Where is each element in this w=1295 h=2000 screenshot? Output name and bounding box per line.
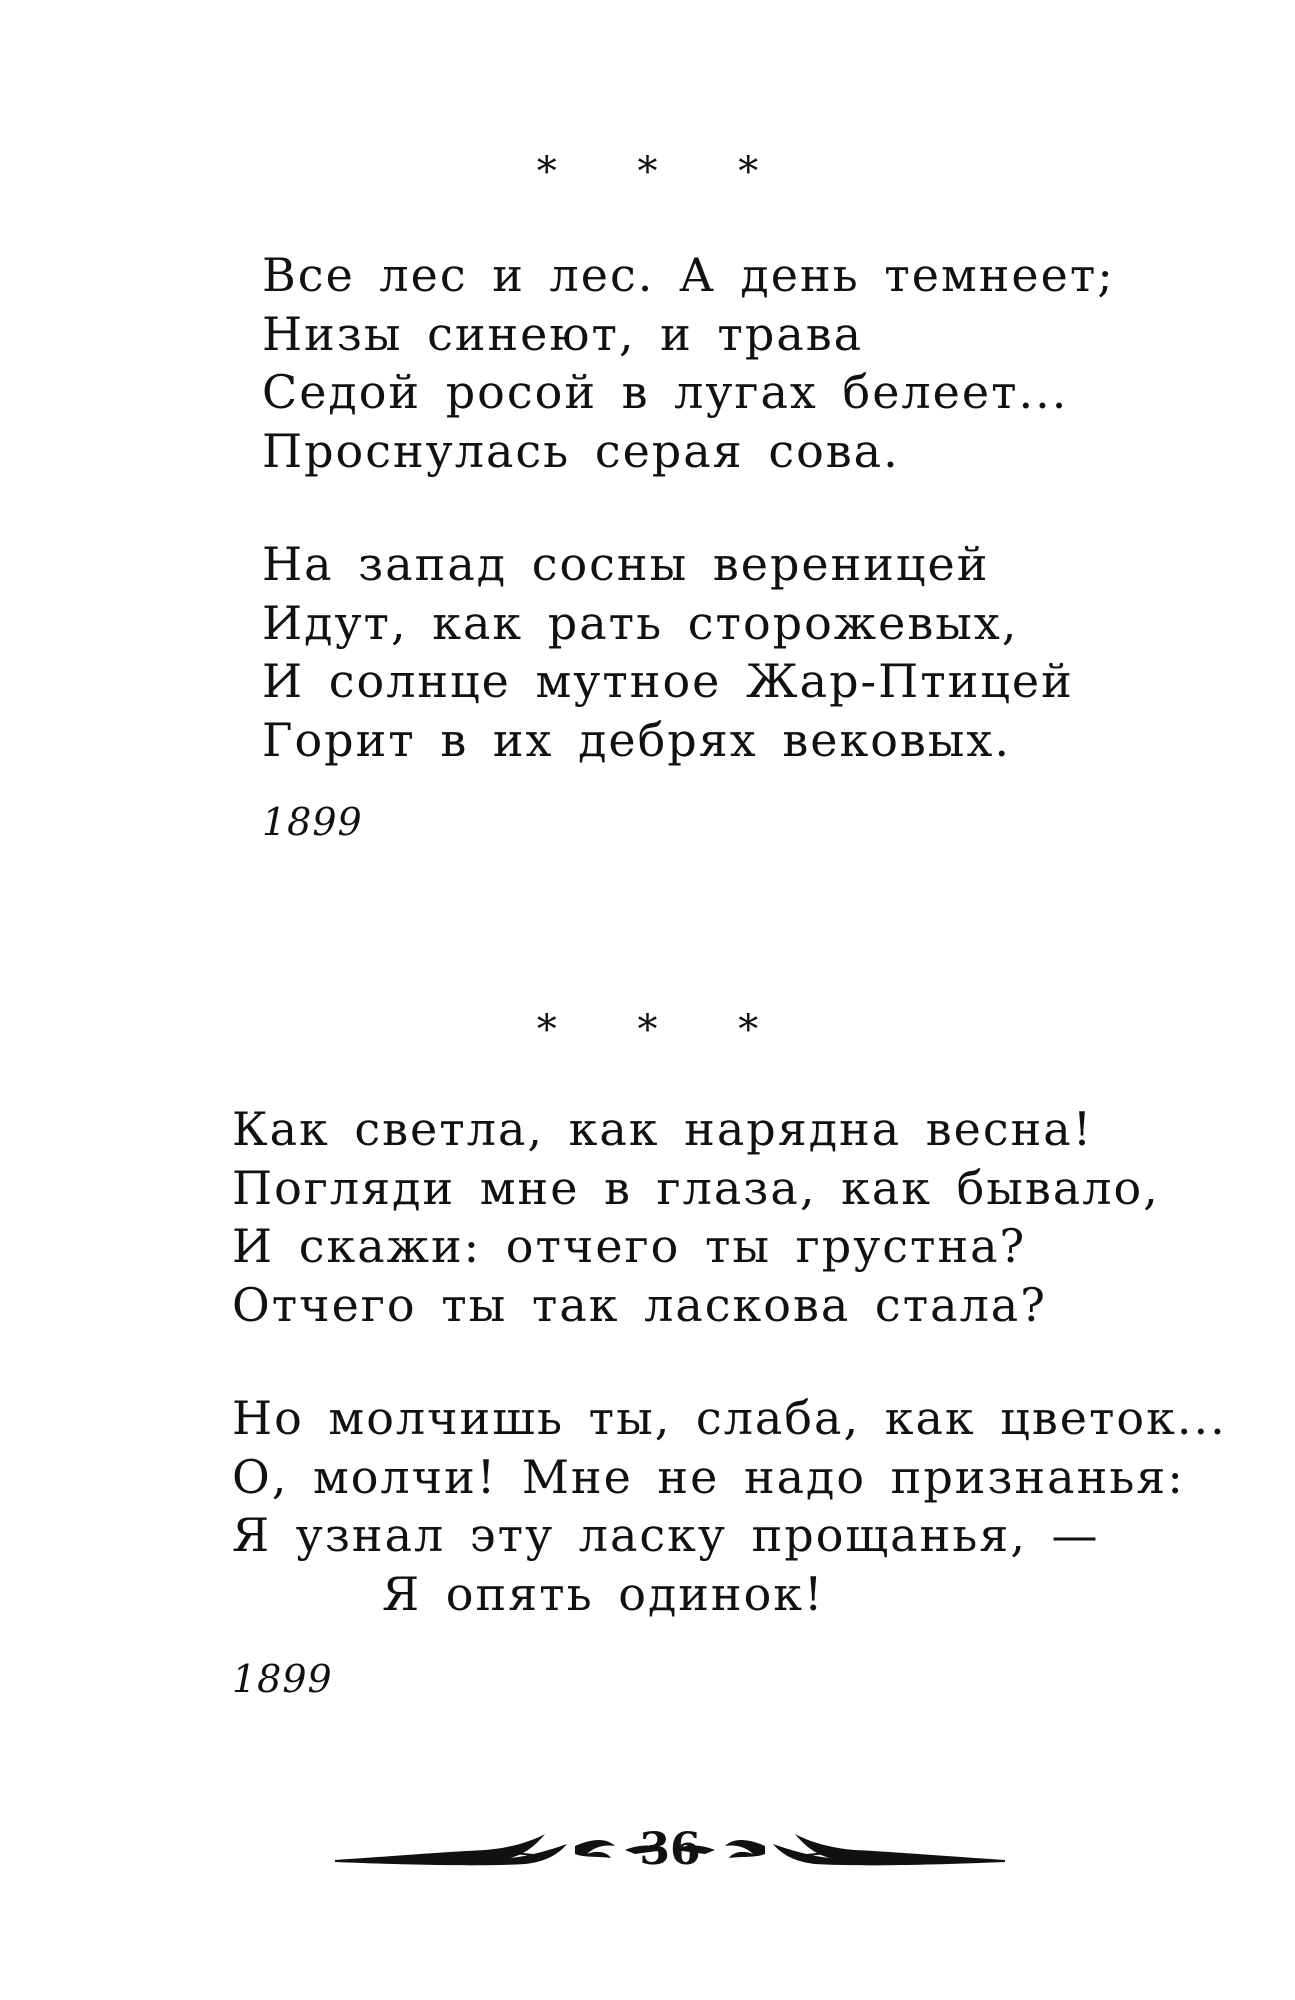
poem1-line: Проснулась серая сова. xyxy=(262,423,900,478)
poem1-line: На запад сосны вереницей xyxy=(262,537,990,591)
poem1-line: Идут, как рать сторожевых, xyxy=(262,595,1019,650)
poem2-line: Погляди мне в глаза, как бывало, xyxy=(232,1160,1160,1215)
poem1-line: И солнце мутное Жар-Птицей xyxy=(262,654,1074,708)
poem2-line: О, молчи! Мне не надо признанья: xyxy=(232,1449,1185,1504)
poem2-date: 1899 xyxy=(232,1657,333,1701)
poem2-line: Отчего ты так ласкова стала? xyxy=(232,1277,1047,1332)
page-number: 36 xyxy=(639,1824,701,1875)
poem1-line: Горит в их дебрях вековых. xyxy=(262,712,1011,767)
poem2-line: Но молчишь ты, слаба, как цветок... xyxy=(232,1391,1227,1445)
poem1-date: 1899 xyxy=(262,800,363,844)
poem1-line: Все лес и лес. А день темнеет; xyxy=(262,248,1115,302)
poem2-line: И скажи: отчего ты грустна? xyxy=(232,1219,1027,1273)
poem2-line: Как светла, как нарядна весна! xyxy=(232,1102,1094,1156)
page-footer xyxy=(335,1820,1005,1884)
poem1-separator: * * * xyxy=(536,149,793,195)
poem2-text xyxy=(232,1100,1227,1623)
stanza-gap xyxy=(232,1334,1227,1389)
poem1-line: Низы синеют, и трава xyxy=(262,306,864,361)
poem1-text xyxy=(262,246,1115,769)
poem1-line: Седой росой в лугах белеет... xyxy=(262,365,1069,419)
poem2-line: Я опять одинок! xyxy=(382,1566,825,1621)
stanza-gap xyxy=(262,480,1115,535)
poem2-separator: * * * xyxy=(536,1007,793,1053)
poem2-line: Я узнал эту ласку прощанья, — xyxy=(232,1508,1100,1562)
